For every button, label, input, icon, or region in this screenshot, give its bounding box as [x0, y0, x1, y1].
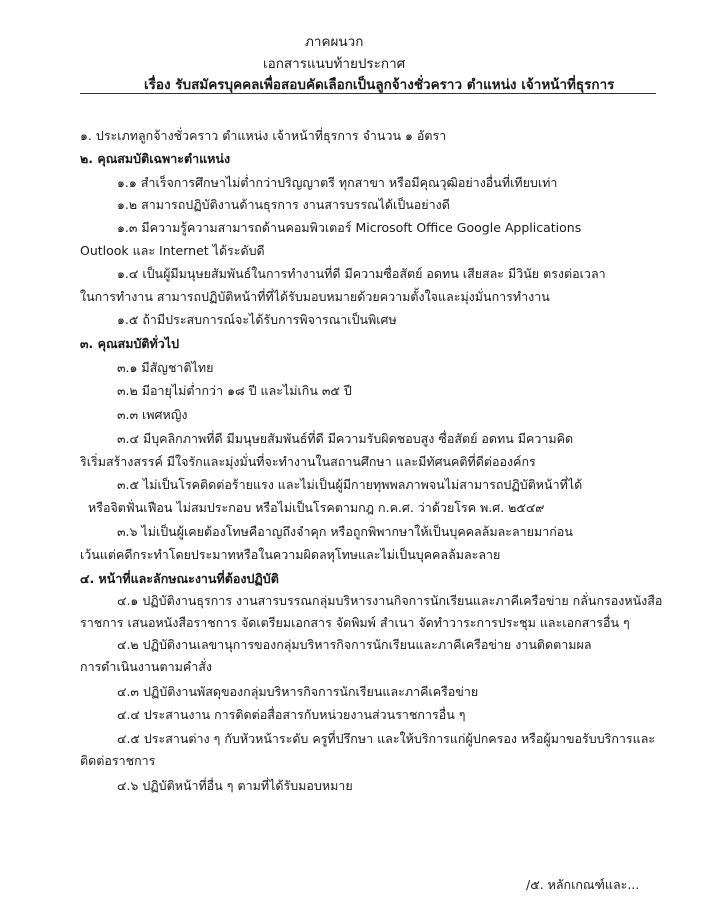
item-4-1-cont: ราชการ เสนอหนังสือราชการ จัดเตรียมเอกสาร จัดพิมพ์ สำเนา จัดทำวาระการประชุม และเอกสารอื่น ๆ — [80, 615, 630, 630]
item-3-1: ๓.๑ มีสัญชาติไทย — [117, 360, 214, 375]
header-rule — [80, 93, 656, 94]
section-4-heading: ๔. หน้าที่และลักษณะงานที่ต้องปฏิบัติ — [80, 571, 279, 586]
section-3-heading: ๓. คุณสมบัติทั่วไป — [80, 336, 180, 351]
item-4-2-cont: การดำเนินงานตามคำสั่ง — [80, 659, 212, 674]
item-4-4: ๔.๔ ประสานงาน การติดต่อสื่อสารกับหน่วยงานส่วนราชการอื่น ๆ — [117, 707, 466, 722]
item-3-6-cont: เว้นแต่คดีกระทำโดยประมาทหรือในความผิดลหุโทษและไม่เป็นบุคคลล้มละลาย — [80, 547, 501, 562]
item-1-4-cont: ในการทำงาน สามารถปฏิบัติหน้าที่ที่ได้รับมอบหมายด้วยความตั้งใจและมุ่งมั่นการทำงาน — [80, 289, 550, 304]
item-3-2: ๓.๒ มีอายุไม่ต่ำกว่า ๑๘ ปี และไม่เกิน ๓๕ ปี — [117, 383, 352, 398]
item-3-5: ๓.๕ ไม่เป็นโรคติดต่อร้ายแรง และไม่เป็นผู้มีกายทุพพลภาพจนไม่สามารถปฏิบัติหน้าที่ได้ — [117, 477, 583, 492]
item-3-3: ๓.๓ เพศหญิง — [117, 407, 188, 422]
header-attachment: เอกสารแนบท้ายประกาศ — [263, 56, 406, 72]
item-3-4-cont: ริเริ่มสร้างสรรค์ มีใจรักและมุ่งมั่นที่จะทำงานในสถานศึกษา และมีทัศนคติที่ดีต่อองค์กร — [80, 454, 536, 469]
item-4-5-cont: ติดต่อราชการ — [80, 753, 156, 768]
item-3-5-cont: หรือจิตฟั่นเฟือน ไม่สมประกอบ หรือไม่เป็นโรคตามกฎ ก.ค.ศ. ว่าด้วยโรค พ.ศ. ๒๕๔๙ — [88, 500, 545, 515]
item-4-6: ๔.๖ ปฏิบัติหน้าที่อื่น ๆ ตามที่ได้รับมอบหมาย — [117, 778, 353, 793]
item-3-6: ๓.๖ ไม่เป็นผู้เคยต้องโทษคือาญถึงจำคุก หรือถูกพิพากษาให้เป็นบุคคลล้มละลายมาก่อน — [117, 524, 573, 539]
continuation-footer: /๕. หลักเกณฑ์และ... — [526, 877, 640, 892]
item-1-4: ๑.๔ เป็นผู้มีมนุษยสัมพันธ์ในการทำงานที่ดี มีความซื่อสัตย์ อดทน เสียสละ มีวินัย ตรงต่อเวลา — [117, 266, 606, 281]
item-4-5: ๔.๕ ประสานต่าง ๆ กับหัวหน้าระดับ ครูที่ปรึกษา และให้บริการแก่ผู้ปกครอง หรือผู้มาขอรับบริการและ — [117, 731, 656, 746]
item-1-5: ๑.๕ ถ้ามีประสบการณ์จะได้รับการพิจารณาเป็นพิเศษ — [117, 312, 397, 327]
item-4-2: ๔.๒ ปฏิบัติงานเลขานุการของกลุ่มบริหารกิจการนักเรียนและภาคีเครือข่าย งานติดตามผล — [117, 637, 592, 652]
section-1-line: ๑. ประเภทลูกจ้างชั่วคราว ตำแหน่ง เจ้าหน้าที่ธุรการ จำนวน ๑ อัตรา — [80, 128, 447, 143]
item-4-3: ๔.๓ ปฏิบัติงานพัสดุของกลุ่มบริหารกิจการนักเรียนและภาคีเครือข่าย — [117, 684, 479, 699]
item-4-1: ๔.๑ ปฏิบัติงานธุรการ งานสารบรรณกลุ่มบริหารงานกิจการนักเรียนและภาคีเครือข่าย กลั่นกรองหนังสือ — [117, 593, 663, 608]
item-1-3-cont: Outlook และ Internet ได้ระดับดี — [80, 243, 265, 258]
section-2-heading: ๒. คุณสมบัติเฉพาะตำแหน่ง — [80, 151, 231, 166]
item-1-2: ๑.๒ สามารถปฏิบัติงานด้านธุรการ งานสารบรรณได้เป็นอย่างดี — [117, 197, 450, 212]
item-1-1: ๑.๑ สำเร็จการศึกษาไม่ต่ำกว่าปริญญาตรี ทุกสาขา หรือมีคุณวุฒิอย่างอื่นที่เทียบเท่า — [117, 175, 558, 190]
item-3-4: ๓.๔ มีบุคลิกภาพที่ดี มีมนุษยสัมพันธ์ที่ดี มีความรับผิดชอบสูง ซื่อสัตย์ อดทน มีความคิด — [117, 431, 574, 446]
item-1-3: ๑.๓ มีความรู้ความสามารถด้านคอมพิวเตอร์ Microsoft Office Google Applications — [117, 220, 582, 235]
header-appendix: ภาคผนวก — [305, 34, 364, 50]
header-subject: เรื่อง รับสมัครบุคคลเพื่อสอบคัดเลือกเป็นลูกจ้างชั่วคราว ตำแหน่ง เจ้าหน้าที่ธุรการ — [144, 77, 615, 93]
